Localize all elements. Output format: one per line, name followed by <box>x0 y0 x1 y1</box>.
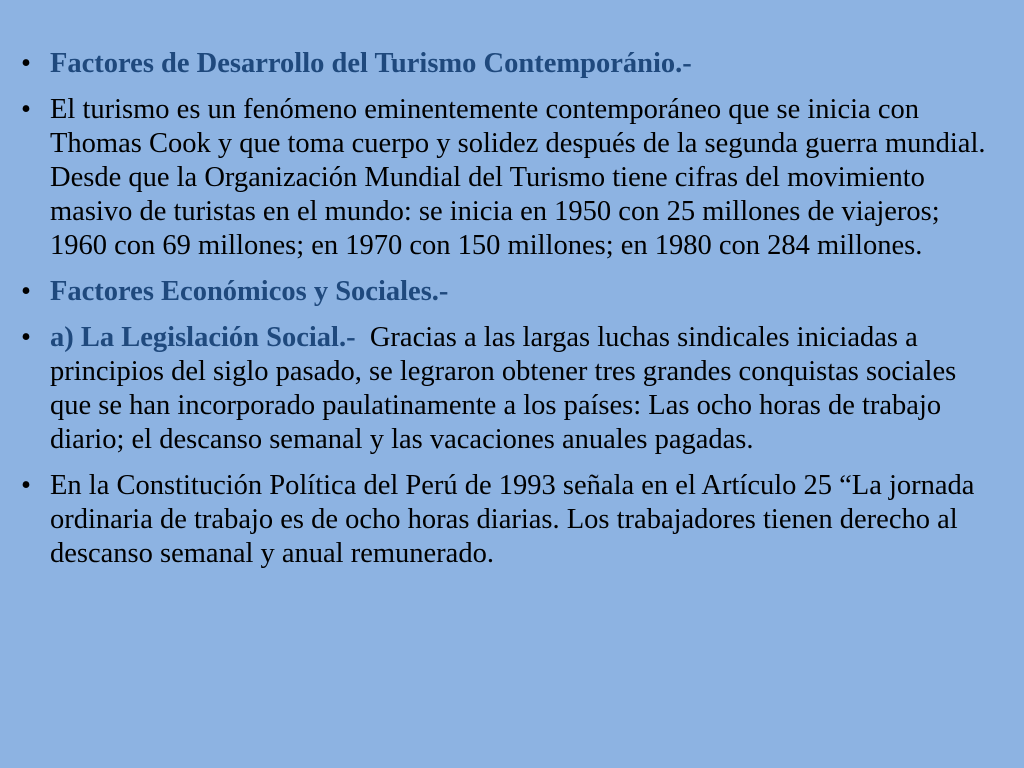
bullet-item-constitucion <box>14 469 994 571</box>
bullet-list <box>14 47 994 571</box>
paragraph-lead: a) La Legislación Social.- <box>50 322 356 353</box>
bullet-item-legislacion <box>14 321 994 457</box>
paragraph-text: Gracias a las largas luchas sindicales iniciadas a principios del siglo pasado, se legraron obtener tres grandes conquistas sociales que se han incorporado paulatinamente a los países: Las ocho horas de trabajo diario; el descanso semanal y las vacaciones anuales pagadas. <box>50 322 964 455</box>
bullet-item-heading-economicos <box>14 275 994 309</box>
bullet-icon: • <box>21 48 31 79</box>
paragraph-text: En la Constitución Política del Perú de 1993 señala en el Artículo 25 “La jornada ordinaria de trabajo es de ocho horas diarias. Los trabajadores tienen derecho al descanso semanal y anual remunerado. <box>50 470 975 569</box>
bullet-icon: • <box>21 94 31 125</box>
section-heading: Factores Económicos y Sociales.- <box>50 276 449 307</box>
bullet-icon: • <box>21 322 31 353</box>
bullet-item-turismo-paragraph <box>14 93 994 263</box>
bullet-icon: • <box>21 470 31 501</box>
paragraph-text: El turismo es un fenómeno eminentemente contemporáneo que se inicia con Thomas Cook y que toma cuerpo y solidez después de la segunda guerra mundial. Desde que la Organización Mundial del Turismo tiene cifras del movimiento masivo de turistas en el mundo: se inicia en 1950 con 25 millones de viajeros; 1960 con 69 millones; en 1970 con 150 millones; en 1980 con 284 millones. <box>50 94 986 261</box>
section-heading: Factores de Desarrollo del Turismo Contemporánio.- <box>50 48 692 79</box>
bullet-icon: • <box>21 276 31 307</box>
bullet-item-heading-desarrollo <box>14 47 994 81</box>
